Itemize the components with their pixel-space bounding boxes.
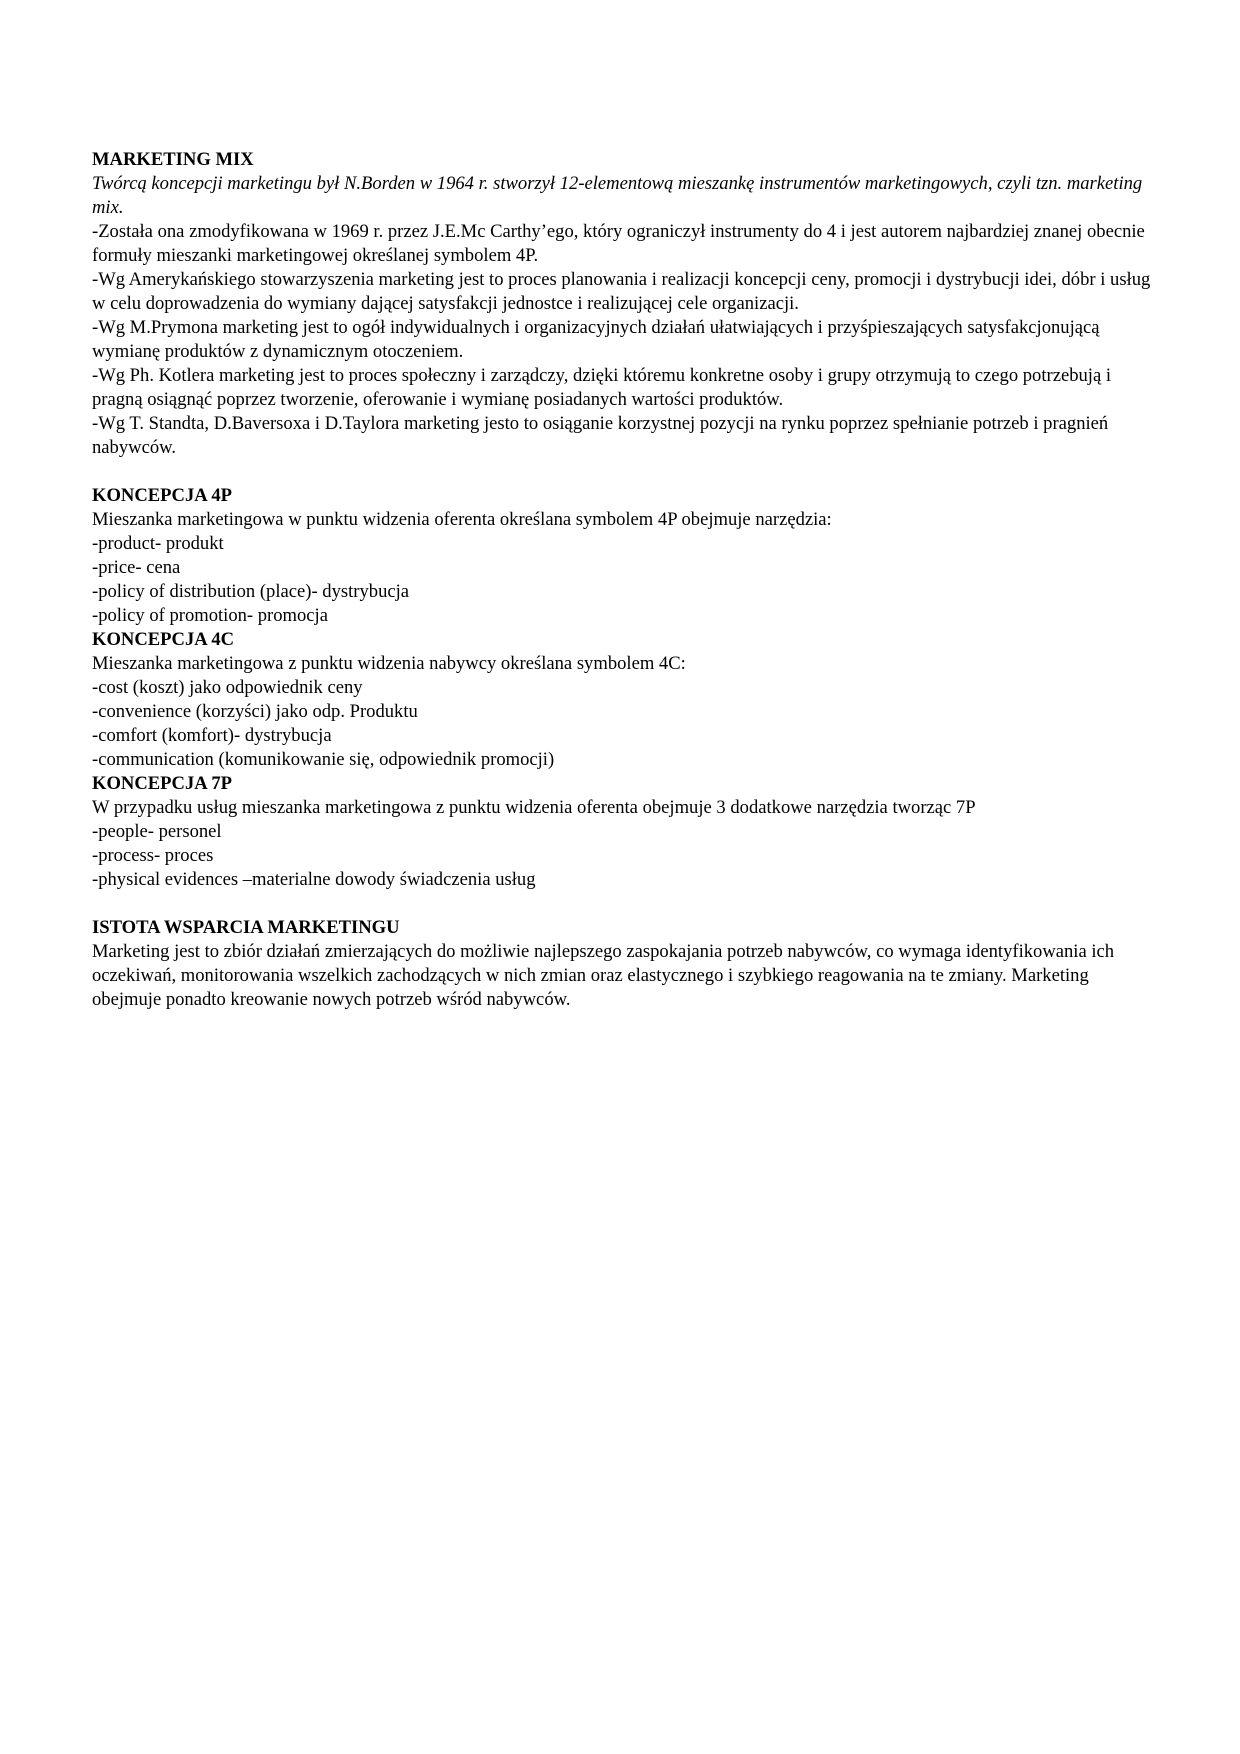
list-item: -policy of promotion- promocja — [92, 605, 328, 626]
paragraph: Marketing jest to zbiór działań zmierzających do możliwie najlepszego zaspokajania potrzeb nabywców, co wymaga identyfikowania ich oczekiwań, monitorowania wszelkich zachodzących w nich zmian oraz elastycznego i szybkiego reagowania na te zmiany. Marketing obejmuje ponadto kreowanie nowych potrzeb wśród nabywców. — [92, 941, 1119, 1010]
paragraph: Mieszanka marketingowa w punktu widzenia oferenta określana symbolem 4P obejmuje narzędzia: — [92, 509, 832, 530]
list-item: -communication (komunikowanie się, odpowiednik promocji) — [92, 749, 555, 770]
paragraph: -Została ona zmodyfikowana w 1969 r. przez J.E.Mc Carthy’ego, który ograniczył instrumenty do 4 i jest autorem najbardziej znanej obecnie formuły mieszanki marketingowej określanej symbolem 4P. — [92, 221, 1150, 266]
spacer — [92, 892, 1152, 916]
section-heading-marketing-mix: MARKETING MIX — [92, 149, 254, 170]
list-item: -cost (koszt) jako odpowiednik ceny — [92, 677, 363, 698]
list-item: -comfort (komfort)- dystrybucja — [92, 725, 332, 746]
section-heading-7p: KONCEPCJA 7P — [92, 773, 232, 794]
document-page — [92, 148, 1155, 1012]
list-item: -people- personel — [92, 821, 222, 842]
list-item: -product- produkt — [92, 533, 224, 554]
section-heading-4p: KONCEPCJA 4P — [92, 485, 232, 506]
list-item: -physical evidences –materialne dowody świadczenia usług — [92, 869, 536, 890]
paragraph: W przypadku usług mieszanka marketingowa z punktu widzenia oferenta obejmuje 3 dodatkowe narzędzia tworząc 7P — [92, 797, 976, 818]
paragraph: Mieszanka marketingowa z punktu widzenia nabywcy określana symbolem 4C: — [92, 653, 686, 674]
list-item: -policy of distribution (place)- dystrybucja — [92, 581, 410, 602]
paragraph: -Wg M.Prymona marketing jest to ogół indywidualnych i organizacyjnych działań ułatwiających i przyśpieszających satysfakcjonującą wymianę produktów z dynamicznym otoczeniem. — [92, 317, 1105, 362]
paragraph: -Wg T. Standta, D.Baversoxa i D.Taylora marketing jesto to osiąganie korzystnej pozycji na rynku poprzez spełnianie potrzeb i pragnień nabywców. — [92, 413, 1113, 458]
paragraph: -Wg Ph. Kotlera marketing jest to proces społeczny i zarządczy, dzięki któremu konkretne osoby i grupy otrzymują to czego potrzebują i pragną osiągnąć poprzez tworzenie, oferowanie i wymianę posiadanych wartości produktów. — [92, 365, 1116, 410]
paragraph: -Wg Amerykańskiego stowarzyszenia marketing jest to proces planowania i realizacji koncepcji ceny, promocji i dystrybucji idei, dóbr i usług w celu doprowadzenia do wymiany dającej satysfakcji jednostce i realizującej cele organizacji. — [92, 269, 1155, 314]
intro-paragraph: Twórcą koncepcji marketingu był N.Borden w 1964 r. stworzył 12-elementową mieszankę instrumentów marketingowych, czyli tzn. marketing mix. — [92, 173, 1147, 218]
list-item: -convenience (korzyści) jako odp. Produktu — [92, 701, 418, 722]
spacer — [92, 460, 1152, 484]
section-heading-4c: KONCEPCJA 4C — [92, 629, 235, 650]
section-heading-istota: ISTOTA WSPARCIA MARKETINGU — [92, 917, 400, 938]
list-item: -process- proces — [92, 845, 214, 866]
list-item: -price- cena — [92, 557, 181, 578]
